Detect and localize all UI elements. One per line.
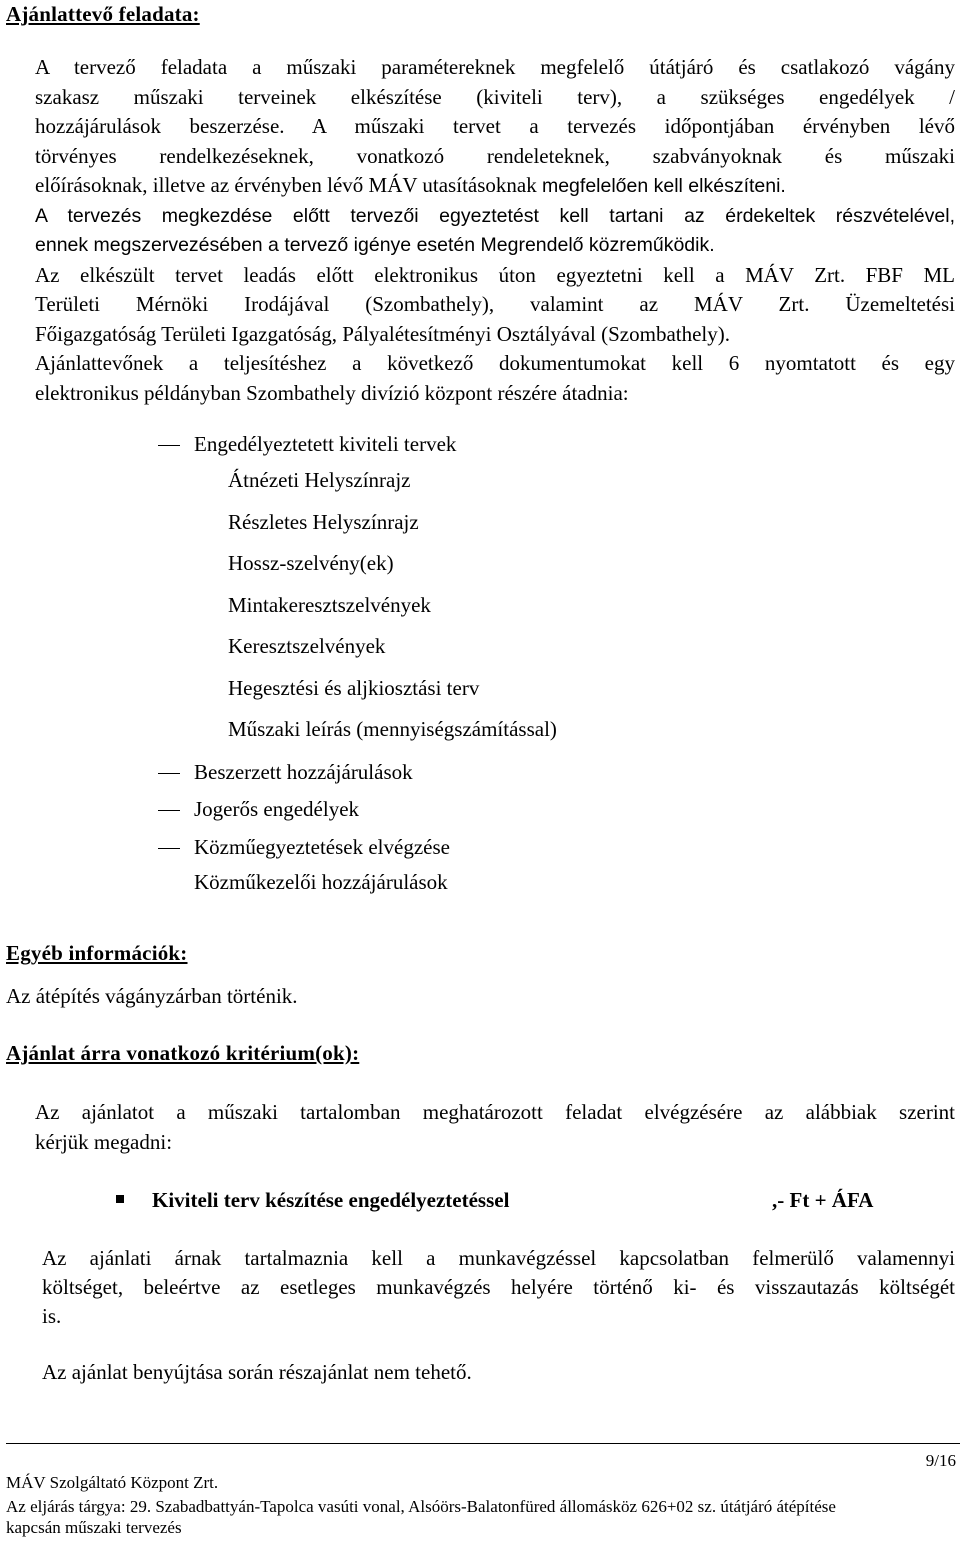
paragraph-line: Főigazgatóság Területi Igazgatóság, Pályalétesítményi Osztályával (Szombathely).: [35, 321, 731, 346]
paragraph-line: szakasz műszaki terveinek elkészítése (kiviteli terv), a szükséges engedélyek /: [35, 84, 955, 109]
sub-list-item: Műszaki leírás (mennyiségszámítással): [228, 717, 557, 741]
footer-subject-cont: kapcsán műszaki tervezés: [6, 1518, 182, 1537]
sub-list-item: Átnézeti Helyszínrajz: [228, 468, 411, 492]
paragraph-line: A tervező feladata a műszaki paramétereknek megfelelő útátjáró és csatlakozó vágány: [35, 55, 955, 79]
footer-company: MÁV Szolgáltató Központ Zrt.: [6, 1473, 219, 1492]
paragraph-line: Ajánlattevőnek a teljesítéshez a következő dokumentumokat kell 6 nyomtatott és egy: [35, 351, 955, 375]
list-item-label: Engedélyeztetett kiviteli tervek: [194, 432, 457, 456]
sub-list-item: Mintakeresztszelvények: [228, 593, 431, 617]
list-item: [158, 835, 450, 860]
sub-list-item: Hegesztési és aljkiosztási terv: [228, 676, 480, 700]
list-item-continuation: Közműkezelői hozzájárulások: [194, 870, 448, 894]
other-info-heading: Egyéb információk:: [6, 941, 188, 965]
paragraph-line: költséget, beleértve az esetleges munkavégzés helyére történő ki- és visszautazás költségét: [42, 1275, 955, 1299]
paragraph-line: Területi Mérnöki Irodájával (Szombathely), valamint az MÁV Zrt. Üzemeltetési: [35, 292, 955, 316]
paragraph-line: Az ajánlati árnak tartalmaznia kell a munkavégzéssel kapcsolatban felmerülő valamennyi: [42, 1246, 955, 1270]
square-bullet-icon: [116, 1195, 124, 1203]
paragraph-line: A tervezés megkezdése előtt tervezői egyeztetést kell tartani az érdekeltek részvételével,: [35, 204, 955, 227]
paragraph-line: [35, 171, 955, 202]
paragraph-line: hozzájárulások beszerzése. A műszaki tervet a tervezés időpontjában érvényben lévő: [35, 114, 955, 138]
footer-subject: Az eljárás tárgya: 29. Szabadbattyán-Tapolca vasúti vonal, Alsóörs-Balatonfüred állomásköz 626+02 sz. útátjáró átépítése: [6, 1497, 836, 1516]
paragraph-line: Az ajánlatot a műszaki tartalomban meghatározott feladat elvégzésére az alábbiak szerint: [35, 1100, 955, 1124]
sub-list-item: Részletes Helyszínrajz: [228, 510, 419, 534]
price-item-label: Kiviteli terv készítése engedélyeztetéssel: [152, 1188, 510, 1212]
other-info-text: Az átépítés vágányzárban történik.: [6, 984, 298, 1008]
dash-bullet-icon: [158, 810, 180, 811]
paragraph-text-sans: megfelelően kell elkészíteni.: [541, 175, 786, 197]
price-field: ,- Ft + ÁFA: [772, 1188, 874, 1212]
dash-bullet-icon: [158, 848, 180, 849]
task-heading: Ajánlattevő feladata:: [6, 2, 200, 26]
paragraph-line: elektronikus példányban Szombathely divízió központ részére átadnia:: [35, 380, 629, 405]
paragraph-line: is.: [42, 1304, 62, 1328]
partial-offer-note: Az ajánlat benyújtása során részajánlat nem tehető.: [42, 1360, 472, 1384]
sub-list-item: Keresztszelvények: [228, 634, 386, 658]
task-paragraph: [35, 53, 955, 408]
sub-list-item: Hossz-szelvény(ek): [228, 551, 394, 575]
footer-divider: [6, 1443, 960, 1444]
paragraph-text-serif: előírásoknak, illetve az érvényben lévő MÁV utasításoknak: [35, 173, 537, 197]
dash-bullet-icon: [158, 445, 180, 446]
dash-bullet-icon: [158, 773, 180, 774]
list-item: [158, 760, 413, 785]
paragraph-line: ennek megszervezésében a tervező igénye esetén Megrendelő közreműködik.: [35, 234, 715, 256]
list-item-label: Közműegyeztetések elvégzése: [194, 835, 450, 859]
list-item-label: Jogerős engedélyek: [194, 797, 360, 821]
list-item: [158, 432, 456, 457]
criteria-intro: [35, 1098, 955, 1157]
cost-paragraph: [42, 1244, 955, 1331]
page-number: 9/16: [925, 1451, 956, 1470]
paragraph-line: Az elkészült tervet leadás előtt elektronikus úton egyeztetni kell a MÁV Zrt. FBF ML: [35, 262, 955, 287]
paragraph-line: törvényes rendelkezéseknek, vonatkozó rendeleteknek, szabványoknak és műszaki: [35, 143, 955, 168]
list-item-label: Beszerzett hozzájárulások: [194, 760, 413, 784]
paragraph-line: kérjük megadni:: [35, 1129, 173, 1154]
criteria-heading: Ajánlat árra vonatkozó kritérium(ok):: [6, 1041, 360, 1065]
price-bullet-item: [116, 1188, 509, 1213]
list-item: [158, 797, 359, 822]
